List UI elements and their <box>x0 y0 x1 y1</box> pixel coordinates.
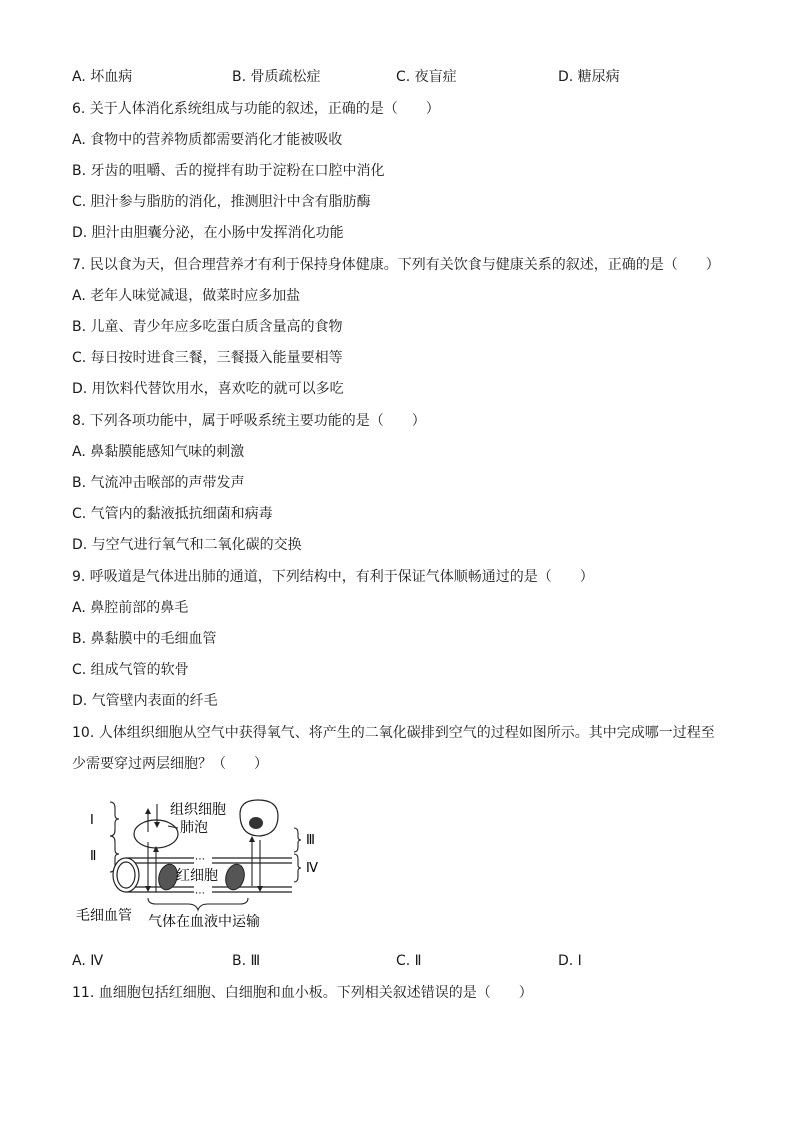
q9-stem: 9. 呼吸道是气体进出肺的通道，下列结构中，有利于保证气体顺畅通过的是（ ） <box>72 569 594 585</box>
q6-option-c[interactable]: C. 胆汁参与脂肪的消化，推测胆汁中含有脂肪酶 <box>72 194 371 210</box>
label-roman-i: Ⅰ <box>90 813 94 828</box>
bracket-i <box>110 802 119 836</box>
q6-option-b[interactable]: B. 牙齿的咀嚼、舌的搅拌有助于淀粉在口腔中消化 <box>72 163 385 179</box>
q8-option-d[interactable]: D. 与空气进行氧气和二氧化碳的交换 <box>72 537 302 553</box>
q9-option-a[interactable]: A. 鼻腔前部的鼻毛 <box>72 600 189 616</box>
q10-option-a[interactable]: A. Ⅳ <box>72 953 104 969</box>
label-transport: 气体在血液中运输 <box>148 914 260 930</box>
q5-option-d[interactable]: D. 糖尿病 <box>558 69 620 85</box>
q10-option-c[interactable]: C. Ⅱ <box>396 953 422 969</box>
q11-stem: 11. 血细胞包括红细胞、白细胞和血小板。下列相关叙述错误的是（ ） <box>72 985 533 1001</box>
q10-option-d[interactable]: D. Ⅰ <box>558 953 582 969</box>
q5-option-b[interactable]: B. 骨质疏松症 <box>232 69 321 85</box>
q7-stem: 7. 民以食为天，但合理营养才有利于保持身体健康。下列有关饮食与健康关系的叙述，正确的是（ ） <box>72 257 720 273</box>
q7-option-d[interactable]: D. 用饮料代替饮用水，喜欢吃的就可以多吃 <box>72 381 344 397</box>
q9-option-b[interactable]: B. 鼻黏膜中的毛细血管 <box>72 631 217 647</box>
q5-option-c[interactable]: C. 夜盲症 <box>396 69 457 85</box>
label-capillary: 毛细血管 <box>76 908 132 924</box>
label-rbc: 红细胞 <box>176 868 218 884</box>
label-tissue-cell: 组织细胞 <box>170 802 226 818</box>
q10-stem-line1: 10. 人体组织细胞从空气中获得氧气、将产生的二氧化碳排到空气的过程如图所示。其中完成哪一过程至 <box>72 725 715 741</box>
break-dots-bottom: ⋯ <box>195 888 205 899</box>
label-roman-iii: Ⅲ <box>306 833 315 848</box>
q8-stem: 8. 下列各项功能中，属于呼吸系统主要功能的是（ ） <box>72 413 426 429</box>
label-roman-iv: Ⅳ <box>306 861 318 876</box>
q8-option-c[interactable]: C. 气管内的黏液抵抗细菌和病毒 <box>72 506 273 522</box>
q9-option-c[interactable]: C. 组成气管的软骨 <box>72 662 189 678</box>
q6-option-d[interactable]: D. 胆汁由胆囊分泌，在小肠中发挥消化功能 <box>72 225 344 241</box>
arrowhead-up-1 <box>145 808 151 814</box>
label-roman-ii: Ⅱ <box>90 849 97 864</box>
break-dots-top: ⋯ <box>195 854 205 865</box>
q8-option-a[interactable]: A. 鼻黏膜能感知气味的刺激 <box>72 444 245 460</box>
bracket-iv <box>294 854 301 882</box>
q5-option-a[interactable]: A. 坏血病 <box>72 69 133 85</box>
q9-option-d[interactable]: D. 气管壁内表面的纤毛 <box>72 693 218 709</box>
capillary-end-inner <box>117 862 135 888</box>
transport-brace <box>148 898 248 910</box>
q6-stem: 6. 关于人体消化系统组成与功能的叙述，正确的是（ ） <box>72 101 440 117</box>
q7-option-c[interactable]: C. 每日按时进食三餐，三餐摄入能量要相等 <box>72 350 343 366</box>
bracket-iii <box>294 828 301 852</box>
q10-stem-line2: 少需要穿过两层细胞？（ ） <box>72 756 268 772</box>
q7-option-b[interactable]: B. 儿童、青少年应多吃蛋白质含量高的食物 <box>72 319 343 335</box>
q7-option-a[interactable]: A. 老年人味觉减退，做菜时应多加盐 <box>72 288 301 304</box>
q10-option-b[interactable]: B. Ⅲ <box>232 953 261 969</box>
q8-option-b[interactable]: B. 气流冲击喉部的声带发声 <box>72 475 245 491</box>
gas-exchange-diagram <box>72 792 342 934</box>
q6-option-a[interactable]: A. 食物中的营养物质都需要消化才能被吸收 <box>72 132 343 148</box>
tissue-cell-nucleus <box>249 817 263 829</box>
label-alveolus: 肺泡 <box>180 820 208 836</box>
arrowhead-up-3 <box>249 836 255 842</box>
